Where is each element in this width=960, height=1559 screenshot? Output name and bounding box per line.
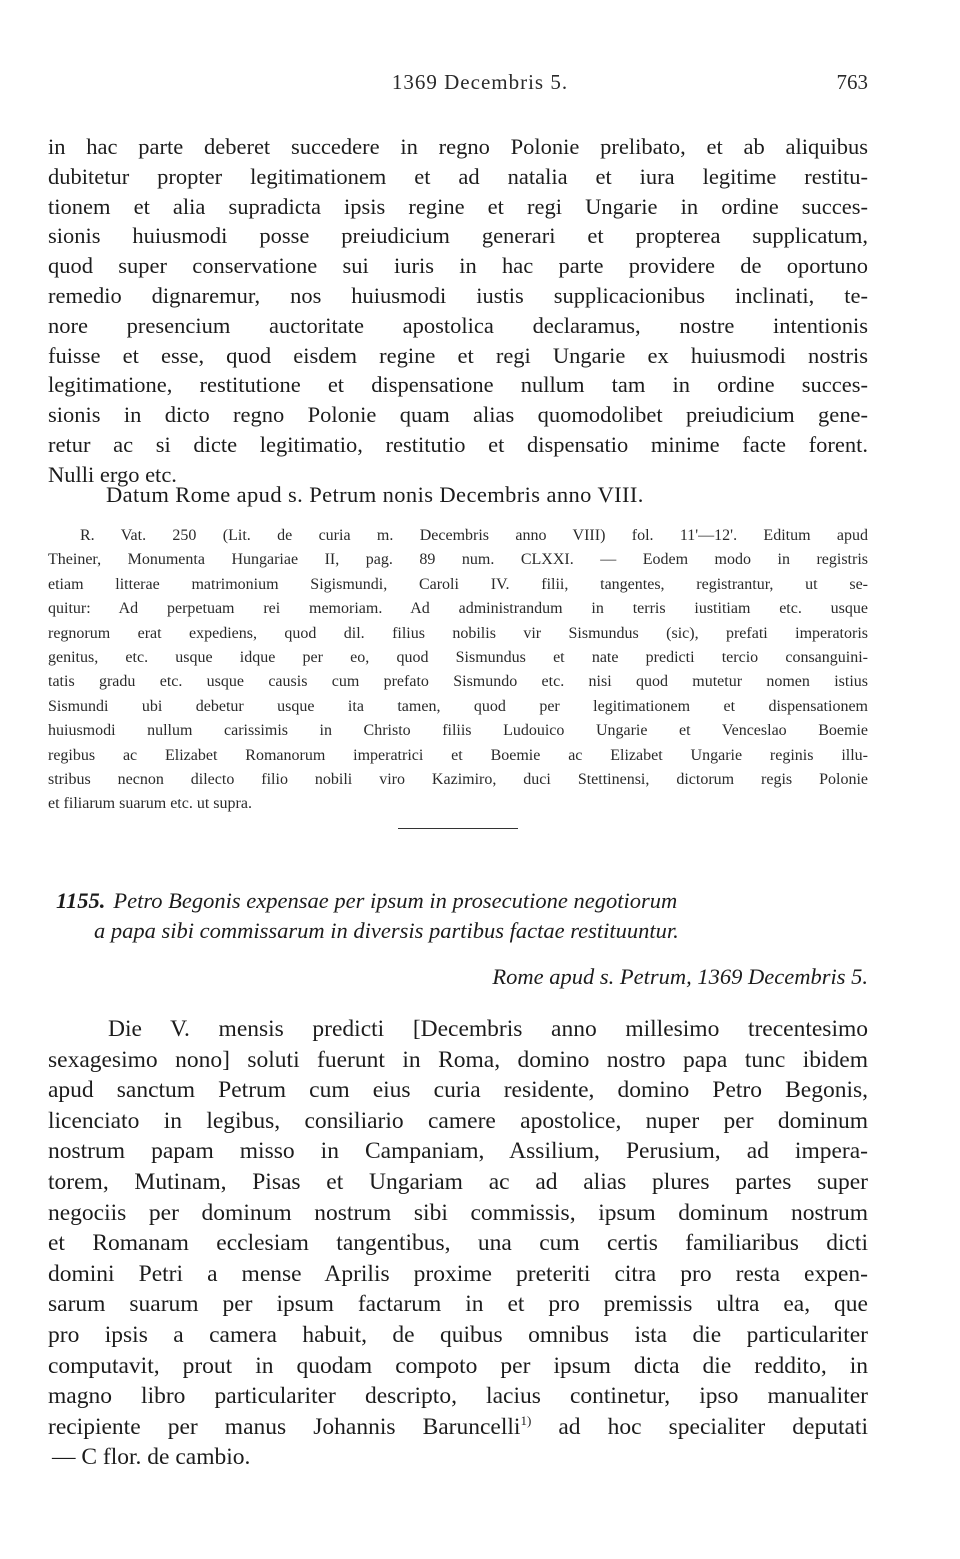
- text-line: tionem et alia supradicta ipsis regine et regi Ungarie in ordine succes-: [48, 193, 868, 219]
- text-line-start: recipiente per manus Johannis Baruncelli: [48, 1413, 521, 1440]
- text-line: Die V. mensis predicti [Decembris anno millesimo trecentesimo: [108, 1016, 868, 1042]
- text-line: sionis in dicto regno Polonie quam alias quomodolibet preiudicium gene-: [48, 402, 868, 428]
- heading-line: a papa sibi commissarum in diversis partibus factae restituuntur.: [94, 918, 679, 943]
- text-line: — C flor. de cambio.: [52, 1444, 251, 1471]
- text-line: legitimatione, restitutione et dispensatione nullum tam in ordine succes-: [48, 372, 868, 398]
- editorial-note: [48, 524, 868, 817]
- text-line: sexagesimo nono] soluti fuerunt in Roma, domino nostro papa tunc ibidem: [48, 1046, 868, 1073]
- note-line: Theiner, Monumenta Hungariae II, pag. 89 num. CLXXI. — Eodem modo in registris: [48, 551, 868, 569]
- footnote-marker: 1): [520, 1412, 532, 1428]
- text-line: dubitetur propter legitimationem et ad natalia et iura legitime restitu-: [48, 163, 868, 189]
- text-line: magno libro particulariter descripto, lacius continetur, ipso manualiter: [48, 1383, 868, 1410]
- text-line: et Romanam ecclesiam tangentibus, una cum certis familiaribus dicti: [48, 1230, 868, 1257]
- text-line: apud sanctum Petrum cum eius curia residente, domino Petro Begonis,: [48, 1077, 868, 1104]
- note-line: et filiarum suarum etc. ut supra.: [48, 795, 252, 813]
- note-line: Sismundi ubi debetur usque ita tamen, quod per legitimationem et dispensationem: [48, 697, 868, 715]
- previous-document-text: [48, 132, 868, 490]
- note-line: genitus, etc. usque idque per eo, quod Sismundus et nate predicti tercio consanguini-: [48, 649, 868, 667]
- text-line: nostrum papam misso in Campaniam, Assilium, Perusium, ad impera-: [48, 1138, 868, 1165]
- page-number: 763: [836, 70, 868, 94]
- running-header-date: 1369 Decembris 5.: [391, 70, 569, 94]
- place-and-date: Rome apud s. Petrum, 1369 Decembris 5.: [492, 964, 868, 989]
- text-line: licenciato in legibus, consiliario camere apostolice, nuper per dominum: [48, 1107, 868, 1134]
- text-line: retur ac si dicte legitimatio, restitutio et dispensatio minime facte forent.: [48, 431, 868, 457]
- text-line: in hac parte deberet succedere in regno Polonie prelibato, et ab aliquibus: [48, 134, 868, 159]
- text-line-end: ad hoc specialiter deputati: [531, 1413, 868, 1440]
- note-line: quitur: Ad perpetuam rei memoriam. Ad administrandum in terris iustitiam etc. usque: [48, 600, 868, 618]
- text-line: domini Petri a mense Aprilis proxime preteriti citra pro resta expen-: [48, 1260, 868, 1287]
- text-line: nore presencium auctoritate apostolica declaramus, nostre intentionis: [48, 312, 868, 338]
- text-line: Nulli ergo etc.: [48, 461, 177, 487]
- document-heading: [48, 886, 868, 946]
- text-line: [48, 1412, 868, 1443]
- heading-text: Petro Begonis expensae per ipsum in prosecutione negotiorum: [113, 888, 678, 913]
- document-text: [48, 1014, 868, 1473]
- section-divider: [398, 828, 518, 829]
- text-line: quod super conservatione sui iuris in hac parte providere de oportuno: [48, 253, 868, 279]
- document-number: 1155.: [56, 888, 106, 913]
- note-line: regnorum erat expediens, quod dil. filius nobilis vir Sismundus (sic), prefati imperatoris: [48, 624, 868, 642]
- note-line: stribus necnon dilecto filio nobili viro Kazimiro, duci Stettinensi, dictorum regis Polonie: [48, 771, 868, 789]
- text-line: negociis per dominum nostrum sibi commissis, ipsum dominum nostrum: [48, 1199, 868, 1226]
- note-line: tatis gradu etc. usque causis cum prefato Sismundo etc. nisi quod mutetur nomen istius: [48, 673, 868, 691]
- text-line: sarum suarum per ipsum factarum in et pro premissis ultra ea, que: [48, 1291, 868, 1318]
- text-line: sionis huiusmodi posse preiudicium generari et propterea supplicatum,: [48, 223, 868, 249]
- datum-line: Datum Rome apud s. Petrum nonis Decembris anno VIII.: [106, 482, 644, 507]
- note-line: regibus ac Elizabet Romanorum imperatrici et Boemie ac Elizabet Ungarie reginis illu-: [48, 746, 868, 764]
- note-line: R. Vat. 250 (Lit. de curia m. Decembris anno VIII) fol. 11'—12'. Editum apud: [80, 527, 868, 544]
- text-line: torem, Mutinam, Pisas et Ungariam ac ad alias plures partes super: [48, 1168, 868, 1195]
- text-line: computavit, prout in quodam compoto per ipsum dicta die reddito, in: [48, 1352, 868, 1379]
- heading-line: [48, 886, 868, 916]
- page-header: [0, 70, 960, 104]
- note-line: etiam litterae matrimonium Sigismundi, Caroli IV. filii, tangentes, registrantur, ut se-: [48, 575, 868, 593]
- text-line: pro ipsis a camera habuit, de quibus omnibus ista die particulariter: [48, 1321, 868, 1348]
- text-line: remedio dignaremur, nos huiusmodi iustis supplicacionibus inclinati, te-: [48, 282, 868, 308]
- text-line: fuisse et esse, quod eisdem regine et regi Ungarie ex huiusmodi nostris: [48, 342, 868, 368]
- note-line: huiusmodi nullum carissimis in Christo filiis Ludouico Ungarie et Venceslao Boemie: [48, 722, 868, 740]
